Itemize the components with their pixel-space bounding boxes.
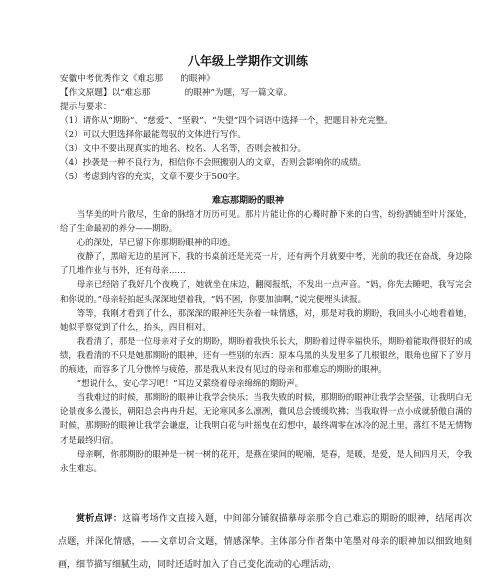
essay-body — [60, 207, 472, 475]
essay-paragraph: “想说什么，安心学习吧！”耳边又萦绕着母亲绵绵的期盼声。 — [76, 378, 304, 389]
requirement-item: （2）可以大胆选择你最能驾驭的文体进行写作。 — [60, 130, 246, 140]
essay-paragraph: 母亲已经陪了我好几个夜晚了，她就坐在床边，翻阅报纸，不发出一点声音。“妈，你先去睡吧，我写完会和你说的。”母亲轻拍起头深深地望着我，“妈不困，你要加油啊，”说完便埋头读报。 — [60, 279, 472, 304]
review-text: 这篇考场作文直接入题，中间部分铺叙描摹母亲那令自己难忘的期盼的眼神，结尾再次点题，并深化情感，——文章切合文题，情感深挚。主体部分作者集中笔墨对母亲的眼神加以细致地刻画，细节描写细腻生动，同时还适时加入了自己变化流动的心理活动， — [58, 514, 472, 570]
essay-paragraph: 心的深处，早已留下你那期盼眼神的印迹。 — [76, 237, 236, 248]
review-paragraph — [58, 508, 472, 577]
review-section — [58, 508, 472, 577]
requirement-item: （3）文中不要出现真实的地名、校名、人名等，否则会被扣分。 — [60, 144, 307, 154]
essay-paragraph: 母亲啊，你那期盼的眼神是一树一树的花开，是燕在梁间的呢喃，是春，是暖，是爱，是人间四月天，令我永生难忘。 — [60, 448, 472, 473]
requirement-item: （4）抄袭是一种不良行为，相信你不会照搬别人的文章，否则会影响你的成绩。 — [60, 158, 367, 168]
essay-paragraph: 等等，我刚才看到了什么，那深深的眼神还失杂着一味情感，对，那是对我的期盼，我回头小心地看着她，她似乎察觉到了什么，抬头，四目相对。 — [60, 307, 472, 332]
intro-line: 【作文原题】以“难忘那 的眼神”为题，写一篇文章。 — [60, 88, 293, 98]
intro-section — [60, 72, 470, 114]
requirements-list — [60, 114, 470, 184]
requirement-item: （5）考虑到内容的充实，文章不要少于500字。 — [60, 172, 246, 182]
essay-paragraph: 我看清了，那是一位母亲对子女的期盼，期盼着我快乐长大，期盼着过得幸福快乐，期盼着能取得很好的成绩，我看清的不只是她那期盼的眼神，还有一些别的东西：原本乌黑的头发里多了几根银丝，眼角也留下了岁月的痕迹，而容多了几分憔悴与疲倦，那是我从来没有见过的母亲和那难忘的期盼的眼神。 — [60, 335, 472, 375]
requirement-item: （1）请你从“期盼”、“慈爱”、“坚毅”、“失望”四个词语中选择一个，把题目补充完整。 — [60, 116, 393, 126]
essay-paragraph: 当我难过的时候，那期盼的眼神让我学会快乐；当我失败的时候，那期盼的眼神让我学会坚强，让我明白无论景夜多么漫长，朝阳总会冉冉升起，无论寒风多么凛冽，微风总会缓缓吹拂；当我取得一点小成就骄傲自满的时候，那期盼的眼神让我学会谦虚，让我明白花与叶摇曳在幻想中，最终凋零在冰冷的泥土里，落红不是无情物才是最终归宿。 — [60, 392, 472, 445]
intro-line: 安徽中考优秀作文《难忘那 的眼神》 — [60, 74, 215, 84]
review-label: 赏析点评： — [76, 514, 123, 524]
page-title: 八年级上学期作文训练 — [187, 54, 308, 68]
essay-title: 难忘那期盼的眼神 — [211, 196, 284, 206]
essay-paragraph: 夜静了，黑暗无边的星河下，我的书桌前还是光亮一片，还有两个月就要中考，光前的我还在奋战，身边除了几堆作业与书外，还有母亲…… — [60, 251, 472, 276]
essay-paragraph: 当华美的叶片散尽，生命的脉络才历历可见。那片片能让你的心蓦时静下来的白雪，纷纷洒铺至叶片深处，给了生命最初的养分——期盼。 — [60, 209, 472, 234]
intro-line: 提示与要求： — [60, 102, 112, 112]
